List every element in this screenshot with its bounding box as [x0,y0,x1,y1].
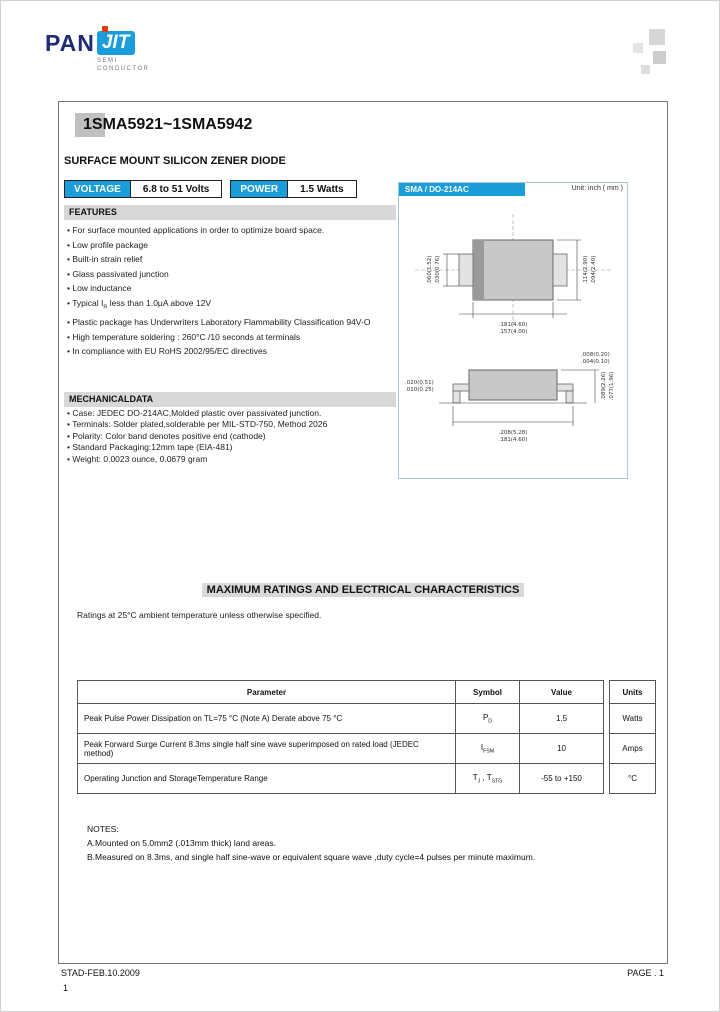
dim-height-max: .089(2.26) [601,371,607,401]
datasheet-frame [58,101,668,964]
footer-page: PAGE . 1 [627,968,664,978]
cell-units: °C [610,764,656,794]
logo-subtext [97,57,149,73]
ratings-table [77,680,656,794]
cell-parameter: Operating Junction and StorageTemperature Range [78,764,456,794]
cell-parameter: Peak Pulse Power Dissipation on TL=75 °C (Note A) Derate above 75 °C [78,704,456,734]
mechanical-item: • Polarity: Color band denotes positive end (cathode) [67,431,397,442]
ratings-title-row [59,580,667,598]
decor-square [653,51,666,64]
dim-standoff-min: .010(0.25) [405,387,434,393]
decor-squares [627,27,683,83]
power-badge-label: POWER [230,180,288,198]
decor-square [649,29,665,45]
dim-body-width-max: .114(2.90) [583,255,589,285]
features-list [67,223,393,359]
logo-semi-text: SEMI [97,58,118,64]
table-row [78,764,604,794]
spec-badges [64,180,357,198]
dim-overall-length-max: .208(5.28) [498,430,528,436]
dim-overall-length-min: .181(4.60) [498,437,528,443]
features-section-header: FEATURES [64,205,396,220]
feature-item: • High temperature soldering : 260°C /10 seconds at terminals [67,330,393,345]
decor-square [633,43,643,53]
dim-body-length-min: .157(4.00) [498,329,528,335]
cell-value: -55 to +150 [520,764,604,794]
feature-item: • Built-in strain relief [67,252,393,267]
feature-item: • In compliance with EU RoHS 2002/95/EC directives [67,344,393,359]
col-header-value: Value [520,681,604,704]
logo-red-dot-icon [102,26,108,32]
dim-height-min: .077(1.96) [609,371,615,401]
feature-item: • Low inductance [67,281,393,296]
package-top-view [415,214,611,335]
page-number: 1 [63,983,69,993]
feature-item: • For surface mounted applications in order to optimize board space. [67,223,393,238]
notes-heading: NOTES: [87,824,119,834]
logo-conductor-text: CONDUCTOR [97,66,150,72]
dim-lead-width-max: .060(1.52) [427,255,433,285]
panjit-logo [45,31,149,73]
power-badge-value: 1.5 Watts [287,180,357,198]
col-header-parameter: Parameter [78,681,456,704]
feature-item: • Typical $I_R$ less than 1.0μA above 12V [67,296,393,315]
dim-lead-thickness-max: .008(0.20) [581,352,610,358]
voltage-badge-label: VOLTAGE [64,180,131,198]
dim-body-width-min: .094(2.40) [591,255,597,285]
table-row [610,704,656,734]
note-item: A.Mounted on 5.0mm2 (.013mm thick) land areas. [87,838,276,848]
package-panel-header [399,183,627,196]
cell-symbol: $P_D$ [456,704,520,734]
package-panel [398,182,628,479]
subtitle: SURFACE MOUNT SILICON ZENER DIODE [64,155,286,167]
dim-body-length-max: .181(4.60) [498,322,528,328]
cell-parameter: Peak Forward Surge Current 8.3ms single half sine wave superimposed on rated load (JEDEC method) [78,734,456,764]
note-item: B.Measured on 8.3ms, and single half sine-wave or equivalent square wave ,duty cycle=4 pulses per minute maximum. [87,852,536,862]
cell-symbol: $I_{FSM}$ [456,734,520,764]
ratings-units-table [609,680,656,794]
cell-units: Amps [610,734,656,764]
notes-block [87,822,535,864]
mechanical-item: • Case: JEDEC DO-214AC,Molded plastic over passivated junction. [67,408,397,419]
mechanical-item: • Terminals: Solder plated,solderable per MIL-STD-750, Method 2026 [67,419,397,430]
cell-units: Watts [610,704,656,734]
logo-pan-text: PAN [45,30,95,56]
package-side-view [405,352,615,443]
col-header-units: Units [610,681,656,704]
ratings-title: MAXIMUM RATINGS AND ELECTRICAL CHARACTERISTICS [202,583,525,597]
dim-lead-width-min: .030(0.76) [435,255,441,285]
package-name-tab: SMA / DO-214AC [399,183,525,196]
decor-square [641,65,650,74]
ratings-condition: Ratings at 25°C ambient temperature unless otherwise specified. [77,610,322,620]
mechanical-item: • Standard Packaging:12mm tape (EIA-481) [67,442,397,453]
col-header-symbol: Symbol [456,681,520,704]
mechanical-section-header: MECHANICALDATA [64,392,396,407]
package-drawing [399,198,627,470]
footer-date: STAD-FEB.10.2009 [61,968,140,978]
feature-item: • Low profile package [67,238,393,253]
table-row [78,734,604,764]
voltage-badge-value: 6.8 to 51 Volts [130,180,223,198]
voltage-badge [64,180,222,198]
mechanical-item: • Weight: 0.0023 ounce, 0.0679 gram [67,454,397,465]
cell-symbol: $T_J$ , $T_{STG}$ [456,764,520,794]
power-badge [230,180,356,198]
logo-jit-text: JIT [101,32,130,53]
cell-value: 10 [520,734,604,764]
logo-jit-box [97,31,135,55]
dim-lead-thickness-min: .004(0.10) [581,359,610,365]
ratings-main-table [77,680,604,794]
feature-item: • Glass passivated junction [67,267,393,282]
table-row [78,704,604,734]
feature-item: • Plastic package has Underwriters Laboratory Flammability Classification 94V-O [67,315,393,330]
table-row [610,764,656,794]
mechanical-list [67,408,397,465]
table-row [610,734,656,764]
cell-value: 1.5 [520,704,604,734]
dim-standoff-max: .020(0.51) [405,380,434,386]
page-title: 1SMA5921~1SMA5942 [83,116,253,133]
package-unit-note: Unit: inch ( mm ) [571,185,623,192]
